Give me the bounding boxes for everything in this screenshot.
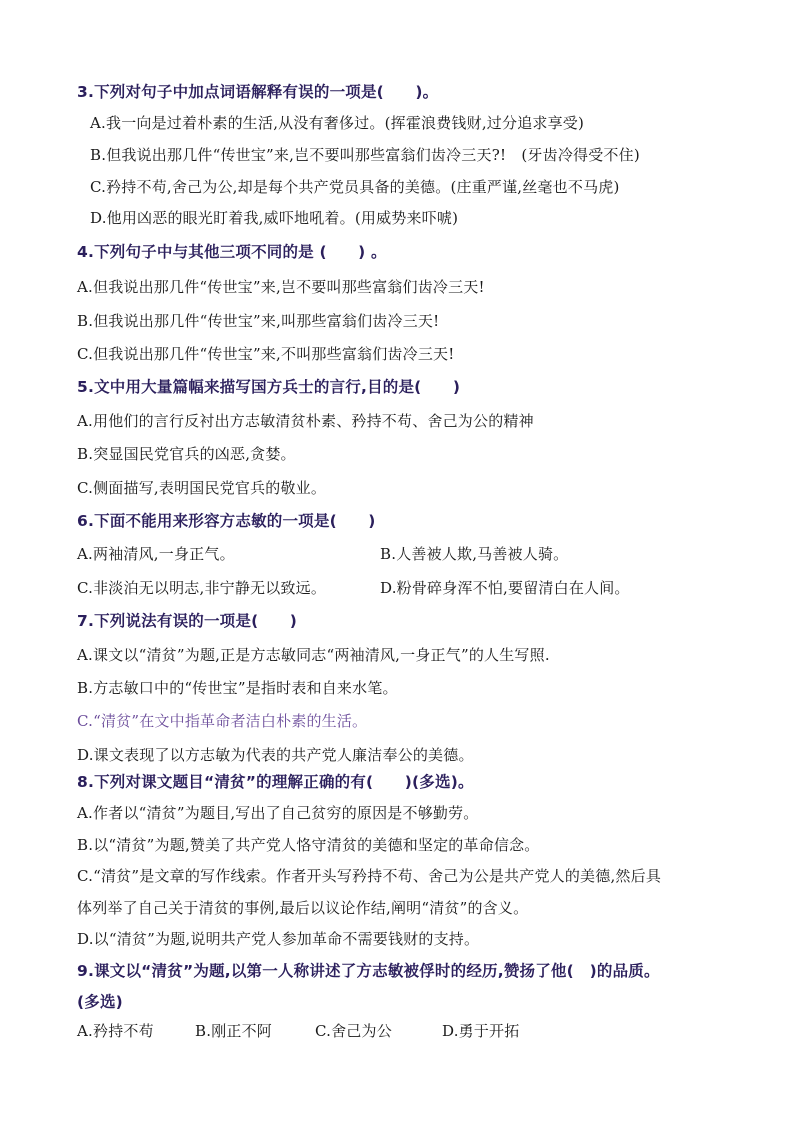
question-6-title: 6.下面不能用来形容方志敏的一项是( ) [77,512,376,530]
question-6-option-c: C.非淡泊无以明志,非宁静无以致远。 [77,579,327,597]
question-7-option-c: C.“清贫”在文中指革命者洁白朴素的生活。 [77,712,368,730]
question-5-option-b: B.突显国民党官兵的凶恶,贪婪。 [77,445,296,463]
question-7-option-a: A.课文以“清贫”为题,正是方志敏同志“两袖清风,一身正气”的人生写照. [77,646,550,664]
question-6-option-b: B.人善被人欺,马善被人骑。 [380,545,569,563]
question-3-option-b: B.但我说出那几件“传世宝”来,岂不要叫那些富翁们齿冷三天?! (牙齿冷得受不住) [90,146,640,164]
question-8-option-b: B.以“清贫”为题,赞美了共产党人恪守清贫的美德和坚定的革命信念。 [77,836,540,854]
question-6-option-d: D.粉骨碎身浑不怕,要留清白在人间。 [380,579,630,597]
question-6-option-a: A.两袖清风,一身正气。 [77,545,235,563]
question-4-option-a: A.但我说出那几件“传世宝”来,岂不要叫那些富翁们齿冷三天! [77,278,485,296]
question-9-option-a: A.矜持不苟 [77,1022,154,1040]
question-4-title: 4.下列句子中与其他三项不同的是 ( ) 。 [77,243,387,261]
question-8-option-c-line-2: 体列举了自己关于清贫的事例,最后以议论作结,阐明“清贫”的含义。 [77,899,529,917]
question-8-option-c-line-1: C.“清贫”是文章的写作线索。作者开头写矜持不苟、舍己为公是共产党人的美德,然后具 [77,867,662,885]
question-3-option-a: A.我一向是过着朴素的生活,从没有奢侈过。(挥霍浪费钱财,过分追求享受) [90,114,585,132]
question-7-title: 7.下列说法有误的一项是( ) [77,612,298,630]
question-5-title: 5.文中用大量篇幅来描写国方兵士的言行,目的是( ) [77,378,461,396]
question-4-option-b: B.但我说出那几件“传世宝”来,叫那些富翁们齿冷三天! [77,312,440,330]
question-3-option-d: D.他用凶恶的眼光盯着我,威吓地吼着。(用威势来吓唬) [90,209,459,227]
question-9-option-c: C.舍己为公 [315,1022,392,1040]
question-8-title: 8.下列对课文题目“清贫”的理解正确的有( )(多选)。 [77,773,474,791]
question-7-option-d: D.课文表现了以方志敏为代表的共产党人廉洁奉公的美德。 [77,746,474,764]
question-7-option-b: B.方志敏口中的“传世宝”是指时表和自来水笔。 [77,679,398,697]
question-5-option-a: A.用他们的言行反衬出方志敏清贫朴素、矜持不苟、舍己为公的精神 [77,412,534,430]
question-5-option-c: C.侧面描写,表明国民党官兵的敬业。 [77,479,327,497]
question-9-option-b: B.刚正不阿 [195,1022,272,1040]
question-9-title: 9.课文以“清贫”为题,以第一人称讲述了方志敏被俘时的经历,赞扬了他( )的品质。 [77,962,660,980]
question-9-option-d: D.勇于开拓 [442,1022,520,1040]
question-3-title: 3.下列对句子中加点词语解释有误的一项是( )。 [77,83,439,101]
question-8-option-d: D.以“清贫”为题,说明共产党人参加革命不需要钱财的支持。 [77,930,480,948]
question-4-option-c: C.但我说出那几件“传世宝”来,不叫那些富翁们齿冷三天! [77,345,455,363]
question-9-title-multi: (多选) [77,993,123,1011]
question-8-option-a: A.作者以“清贫”为题目,写出了自己贫穷的原因是不够勤劳。 [77,804,479,822]
question-3-option-c: C.矜持不苟,舍己为公,却是每个共产党员具备的美德。(庄重严谨,丝毫也不马虎) [90,178,620,196]
